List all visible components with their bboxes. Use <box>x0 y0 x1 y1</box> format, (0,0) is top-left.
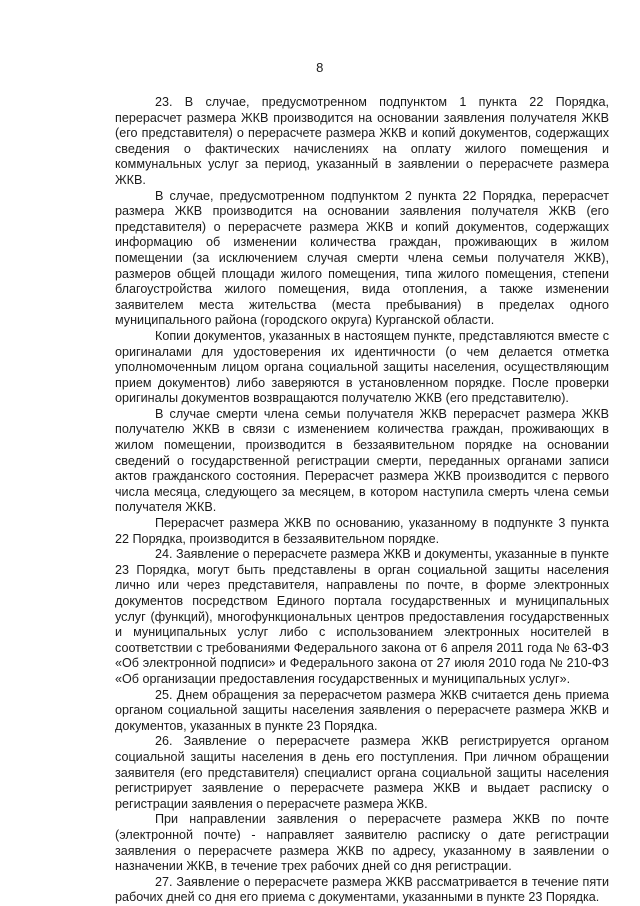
paragraph-23: 23. В случае, предусмотренном подпунктом 1 пункта 22 Порядка, перерасчет размера ЖКВ производится на основании заявления получателя ЖКВ (его представителя) о перерасчете размера ЖКВ и копий документов, содержащих сведения о фактических начислениях на оплату жилого помещения и коммунальных услуг за период, указанный в заявлении о перерасчете размера ЖКВ. <box>115 95 609 187</box>
page-number: 8 <box>316 60 324 75</box>
document-body <box>115 95 609 906</box>
paragraph-27: 27. Заявление о перерасчете размера ЖКВ рассматривается в течение пяти рабочих дней со дня его приема с документами, указанными в пункте 23 Порядка. <box>115 874 609 905</box>
paragraph-23-copies: Копии документов, указанных в настоящем пункте, представляются вместе с оригиналами для удостоверения их идентичности (о чем делается отметка уполномоченным лицом органа социальной защиты населения, осуществляющим прием документов) либо заверяются в установленном порядке. После проверки оригиналы документов возвращаются получателю ЖКВ (его представителю). <box>115 328 609 406</box>
paragraph-26-mail: При направлении заявления о перерасчете размера ЖКВ по почте (электронной почте) - направляет заявителю расписку о дате регистрации заявления о перерасчете размера ЖКВ по адресу, указанному в заявлении о назначении ЖКВ, в течение трех рабочих дней со дня регистрации. <box>115 812 609 874</box>
paragraph-26: 26. Заявление о перерасчете размера ЖКВ регистрируется органом социальной защиты населения в день его поступления. При личном обращении заявителя (его представителя) специалист органа социальной защиты населения регистрирует заявление о перерасчете размера ЖКВ и выдает расписку о регистрации заявления о перерасчете размера ЖКВ. <box>115 734 609 811</box>
paragraph-25: 25. Днем обращения за перерасчетом размера ЖКВ считается день приема органом социальной защиты населения заявления о перерасчете размера ЖКВ и документов, указанных в пункте 23 Порядка. <box>115 687 609 733</box>
paragraph-23-case-2: В случае, предусмотренном подпунктом 2 пункта 22 Порядка, перерасчет размера ЖКВ производится на основании заявления получателя ЖКВ (его представителя) о перерасчете размера ЖКВ и копий документов, содержащих информацию об изменении количества граждан, проживающих в жилом помещении (за исключением случая смерти члена семьи получателя ЖКВ), размеров общей площади жилого помещения, типа жилого помещения, степени благоустройства жилого помещения, вида отопления, а также изменении заявителем места жительства (места пребывания) в пределах одного муниципального района (городского округа) Курганской области. <box>115 188 609 328</box>
paragraph-23-death: В случае смерти члена семьи получателя ЖКВ перерасчет размера ЖКВ получателю ЖКВ в связи с изменением количества граждан, проживающих в жилом помещении, производится в беззаявительном порядке на основании сведений о государственной регистрации смерти, переданных органами записи актов гражданского состояния. Перерасчет размера ЖКВ производится с первого числа месяца, следующего за месяцем, в котором наступила смерть члена семьи получателя ЖКВ. <box>115 406 609 515</box>
paragraph-24: 24. Заявление о перерасчете размера ЖКВ и документы, указанные в пункте 23 Порядка, могут быть представлены в орган социальной защиты населения лично или через представителя, направлены по почте, в форме электронных документов посредством Единого портала государственных и муниципальных услуг (функций), многофункциональных центров предоставления государственных и муниципальных услуг либо с использованием электронных носителей в соответствии с требованиями Федерального закона от 6 апреля 2011 года № 63-ФЗ «Об электронной подписи» и Федерального закона от 27 июля 2010 года № 210-ФЗ «Об организации предоставления государственных и муниципальных услуг». <box>115 547 609 686</box>
paragraph-23-case-3: Перерасчет размера ЖКВ по основанию, указанному в подпункте 3 пункта 22 Порядка, производится в беззаявительном порядке. <box>115 516 609 546</box>
